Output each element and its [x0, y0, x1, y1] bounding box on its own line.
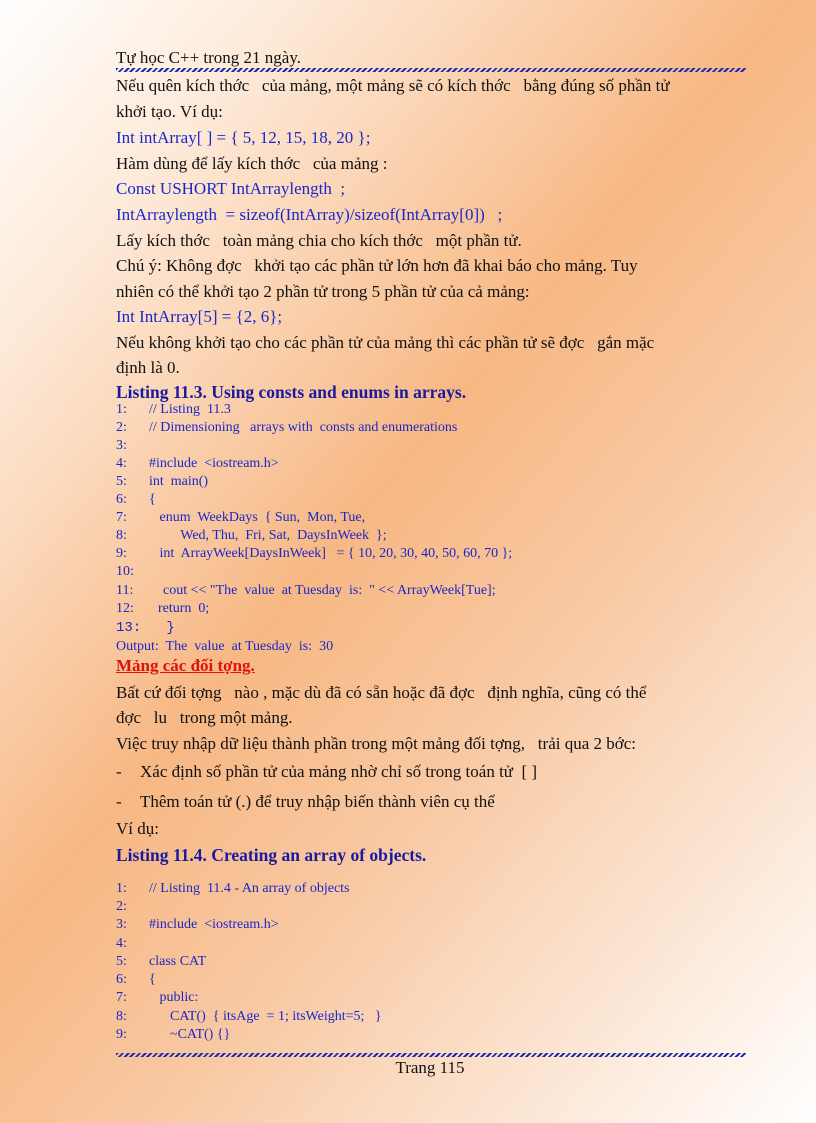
code-line: 1: // Listing 11.3: [116, 402, 231, 417]
code-line: IntArraylength = sizeof(IntArray)/sizeof(IntArray[0]) ;: [116, 205, 503, 224]
code-line: 8: CAT() { itsAge = 1; itsWeight=5; }: [116, 1009, 382, 1024]
text-line: khởi tạo. Ví dụ:: [116, 102, 223, 121]
bullet-mark: -: [116, 792, 122, 811]
bullet-mark: -: [116, 762, 122, 781]
code-line: 9: int ArrayWeek[DaysInWeek] = { 10, 20, 30, 40, 50, 60, 70 };: [116, 546, 513, 561]
code-line: 2: // Dimensioning arrays with consts and enumerations: [116, 420, 458, 435]
section-heading: Mảng các đối tợng.: [116, 656, 255, 675]
code-line: Int intArray[ ] = { 5, 12, 15, 18, 20 };: [116, 128, 371, 147]
code-line: 1: // Listing 11.4 - An array of objects: [116, 881, 350, 896]
listing-heading: Listing 11.4. Creating an array of objects.: [116, 845, 427, 865]
code-line: 7: enum WeekDays { Sun, Mon, Tue,: [116, 510, 366, 525]
code-line: 8: Wed, Thu, Fri, Sat, DaysInWeek };: [116, 528, 387, 543]
code-line: 12: return 0;: [116, 601, 210, 616]
footer-divider: [116, 1053, 746, 1057]
page-number: Trang 115: [395, 1058, 465, 1077]
code-line: 3: #include <iostream.h>: [116, 917, 279, 932]
listing-heading: Listing 11.3. Using consts and enums in arrays.: [116, 382, 467, 402]
code-output: Output: The value at Tuesday is: 30: [116, 639, 334, 654]
text-line: Lấy kích thớc toàn mảng chia cho kích thớc một phần tử.: [116, 231, 522, 250]
text-line: nhiên có thể khởi tạo 2 phần tử trong 5 phần tử của cả mảng:: [116, 282, 530, 301]
text-line: Chú ý: Không đợc khởi tạo các phần tử lớn hơn đã khai báo cho mảng. Tuy: [116, 256, 638, 275]
code-line: 5: int main(): [116, 474, 209, 489]
code-line: 11: cout << "The value at Tuesday is: " << ArrayWeek[Tue];: [116, 583, 496, 598]
code-line: Int IntArray[5] = {2, 6};: [116, 307, 283, 326]
text-line: Ví dụ:: [116, 819, 159, 838]
text-line: đợc lu trong một mảng.: [116, 708, 293, 727]
list-item: - Thêm toán tử (.) để truy nhập biến thành viên cụ thể: [116, 792, 495, 811]
list-item: - Xác định số phần tử của mảng nhờ chỉ số trong toán tử [ ]: [116, 762, 538, 781]
code-line: 6: {: [116, 972, 156, 987]
code-line: 5: class CAT: [116, 954, 207, 969]
code-line: 13: }: [116, 620, 175, 636]
page-header-title: Tự học C++ trong 21 ngày.: [116, 48, 301, 67]
text-line: định là 0.: [116, 358, 180, 377]
code-line: 4: #include <iostream.h>: [116, 456, 279, 471]
header-divider: [116, 68, 746, 72]
code-line: 7: public:: [116, 990, 199, 1005]
code-line: 3:: [116, 438, 127, 453]
code-line: 10:: [116, 564, 134, 579]
code-line: 2:: [116, 899, 127, 914]
code-line: 4:: [116, 936, 127, 951]
code-line: Const USHORT IntArraylength ;: [116, 179, 346, 198]
text-line: Việc truy nhập dữ liệu thành phần trong một mảng đối tợng, trải qua 2 bớc:: [116, 734, 637, 753]
text-line: Bất cứ đối tợng nào , mặc dù đã có sẵn hoặc đã đợc định nghĩa, cũng có thể: [116, 683, 647, 702]
text-line: Hàm dùng để lấy kích thớc của mảng :: [116, 154, 388, 173]
text-line: Nếu quên kích thớc của mảng, một mảng sẽ có kích thớc bằng đúng số phần tử: [116, 76, 670, 95]
code-line: 6: {: [116, 492, 156, 507]
text-line: Nếu không khởi tạo cho các phần tử của mảng thì các phần tử sẽ đợc gắn mặc: [116, 333, 655, 352]
code-line: 9: ~CAT() {}: [116, 1027, 231, 1042]
